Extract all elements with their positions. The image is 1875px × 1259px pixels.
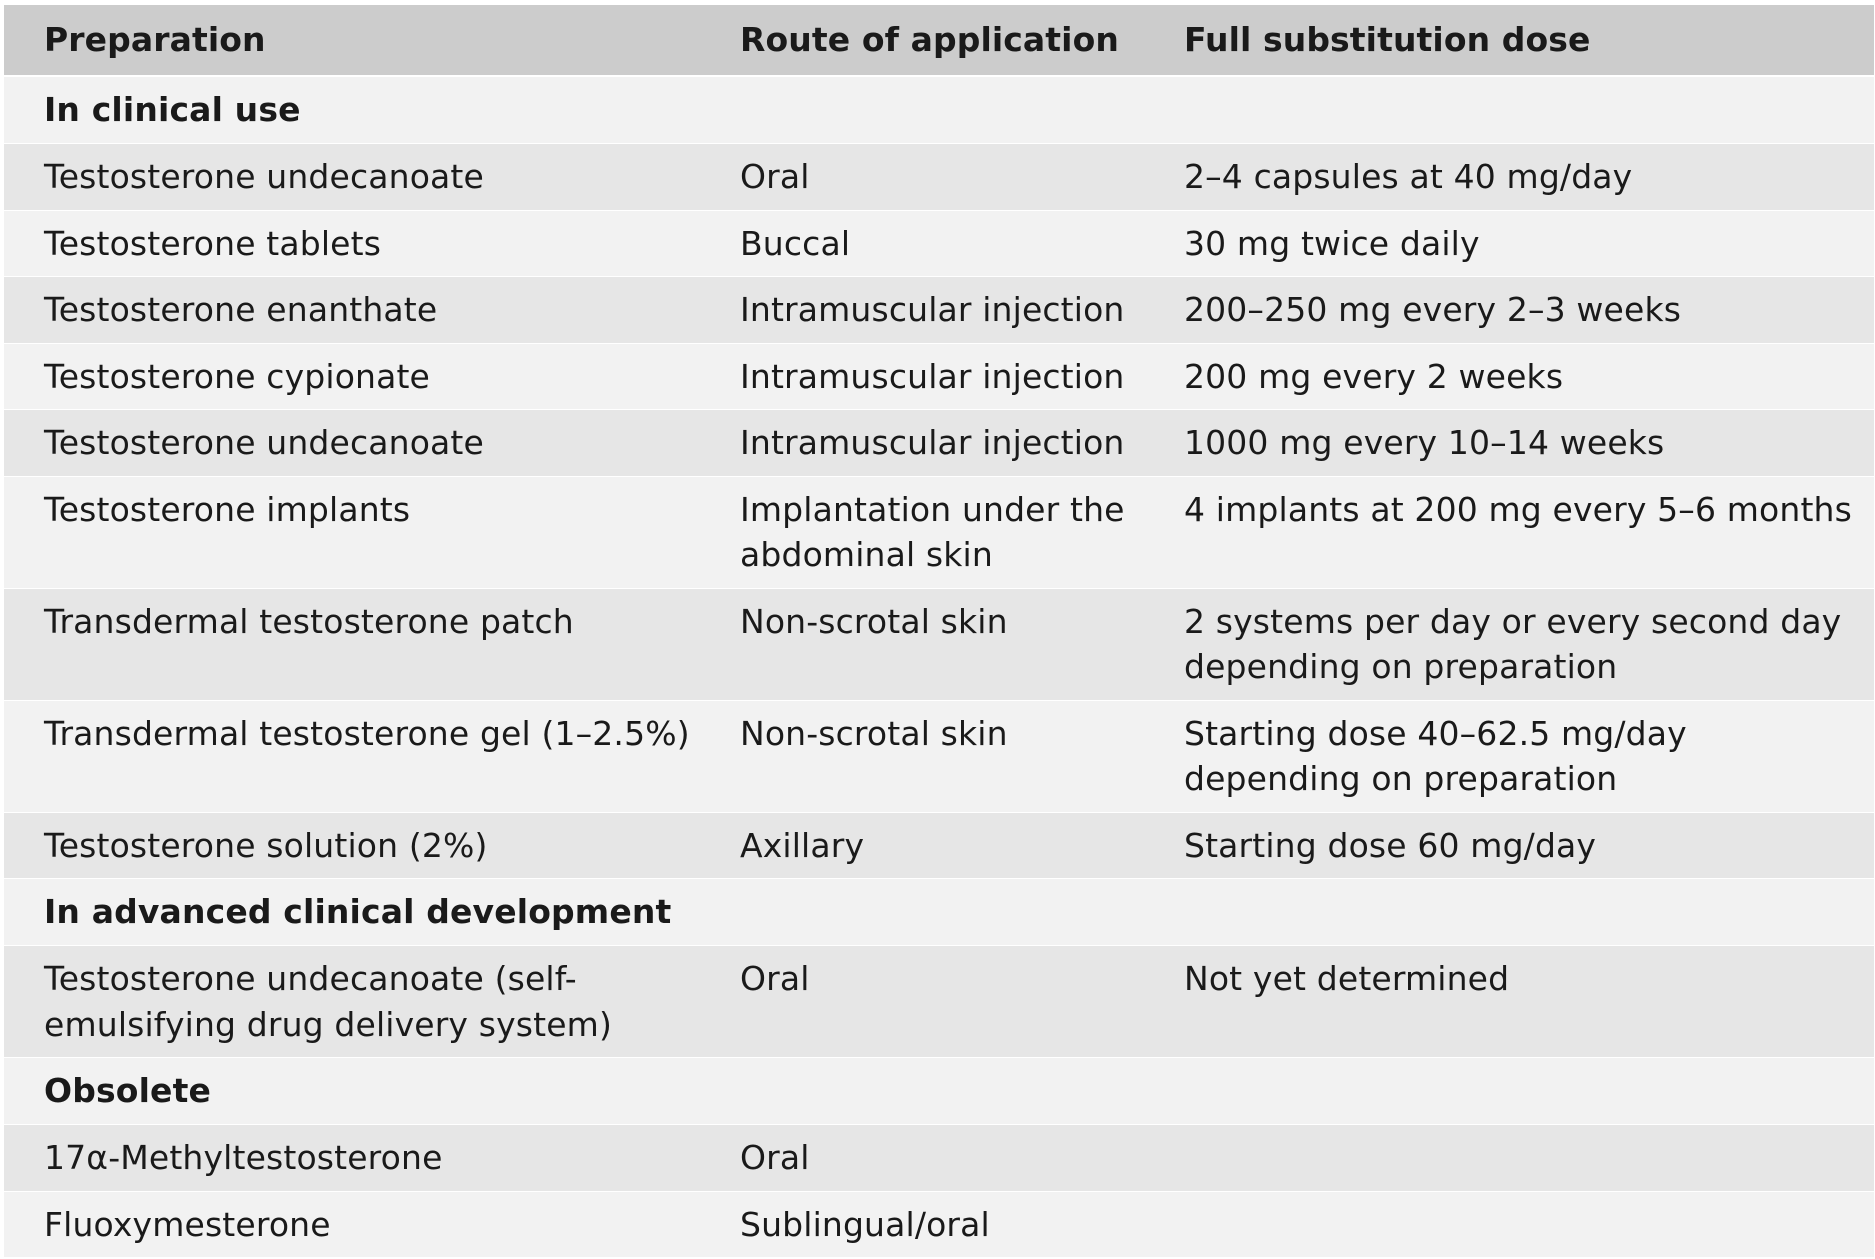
cell-route: Intramuscular injection [700,410,1144,477]
cell-dose: 4 implants at 200 mg every 5–6 months [1144,476,1874,588]
header-route: Route of application [700,5,1144,76]
table-row [4,210,1874,277]
header-row [4,5,1874,76]
cell-preparation: Testosterone implants [4,476,700,588]
table-row [4,343,1874,410]
cell-preparation: Testosterone tablets [4,210,700,277]
cell-dose: Not yet determined [1144,946,1874,1058]
table-row [4,410,1874,477]
cell-route: Oral [700,144,1144,211]
testosterone-preparations-table [4,5,1874,1258]
cell-dose: 200–250 mg every 2–3 weeks [1144,277,1874,344]
table-row [4,144,1874,211]
table-body [4,76,1874,1258]
cell-dose: 30 mg twice daily [1144,210,1874,277]
cell-route: Axillary [700,812,1144,879]
cell-dose [1144,1191,1874,1258]
table-row [4,946,1874,1058]
cell-route: Sublingual/oral [700,1191,1144,1258]
section-row-advanced-development [4,879,1874,946]
cell-dose: 1000 mg every 10–14 weeks [1144,410,1874,477]
cell-preparation: Testosterone cypionate [4,343,700,410]
cell-route: Non-scrotal skin [700,588,1144,700]
cell-preparation: Fluoxymesterone [4,1191,700,1258]
cell-preparation: Testosterone undecanoate [4,144,700,211]
cell-preparation: 17α-Methyltestosterone [4,1125,700,1192]
table-row [4,812,1874,879]
section-row-obsolete [4,1058,1874,1125]
table-row [4,588,1874,700]
table-header [4,5,1874,76]
section-row-clinical-use [4,76,1874,144]
cell-preparation: Testosterone solution (2%) [4,812,700,879]
cell-route: Implantation under the abdominal skin [700,476,1144,588]
section-title: Obsolete [4,1058,1874,1125]
cell-route: Intramuscular injection [700,277,1144,344]
cell-route: Intramuscular injection [700,343,1144,410]
table-row [4,476,1874,588]
cell-route: Oral [700,946,1144,1058]
header-preparation: Preparation [4,5,700,76]
table-row [4,1125,1874,1192]
cell-preparation: Transdermal testosterone patch [4,588,700,700]
section-title: In advanced clinical development [4,879,1874,946]
header-dose: Full substitution dose [1144,5,1874,76]
cell-dose: 200 mg every 2 weeks [1144,343,1874,410]
cell-preparation: Testosterone undecanoate [4,410,700,477]
cell-dose: Starting dose 60 mg/day [1144,812,1874,879]
cell-dose: 2 systems per day or every second day depending on preparation [1144,588,1874,700]
cell-dose: 2–4 capsules at 40 mg/day [1144,144,1874,211]
table-row [4,277,1874,344]
cell-route: Oral [700,1125,1144,1192]
cell-route: Buccal [700,210,1144,277]
section-title: In clinical use [4,76,1874,144]
cell-dose: Starting dose 40–62.5 mg/day depending on preparation [1144,700,1874,812]
cell-dose [1144,1125,1874,1192]
cell-route: Non-scrotal skin [700,700,1144,812]
table-row [4,700,1874,812]
cell-preparation: Transdermal testosterone gel (1–2.5%) [4,700,700,812]
cell-preparation: Testosterone undecanoate (self-emulsifying drug delivery system) [4,946,700,1058]
testosterone-preparations-table-container [4,5,1874,1258]
table-row [4,1191,1874,1258]
cell-preparation: Testosterone enanthate [4,277,700,344]
